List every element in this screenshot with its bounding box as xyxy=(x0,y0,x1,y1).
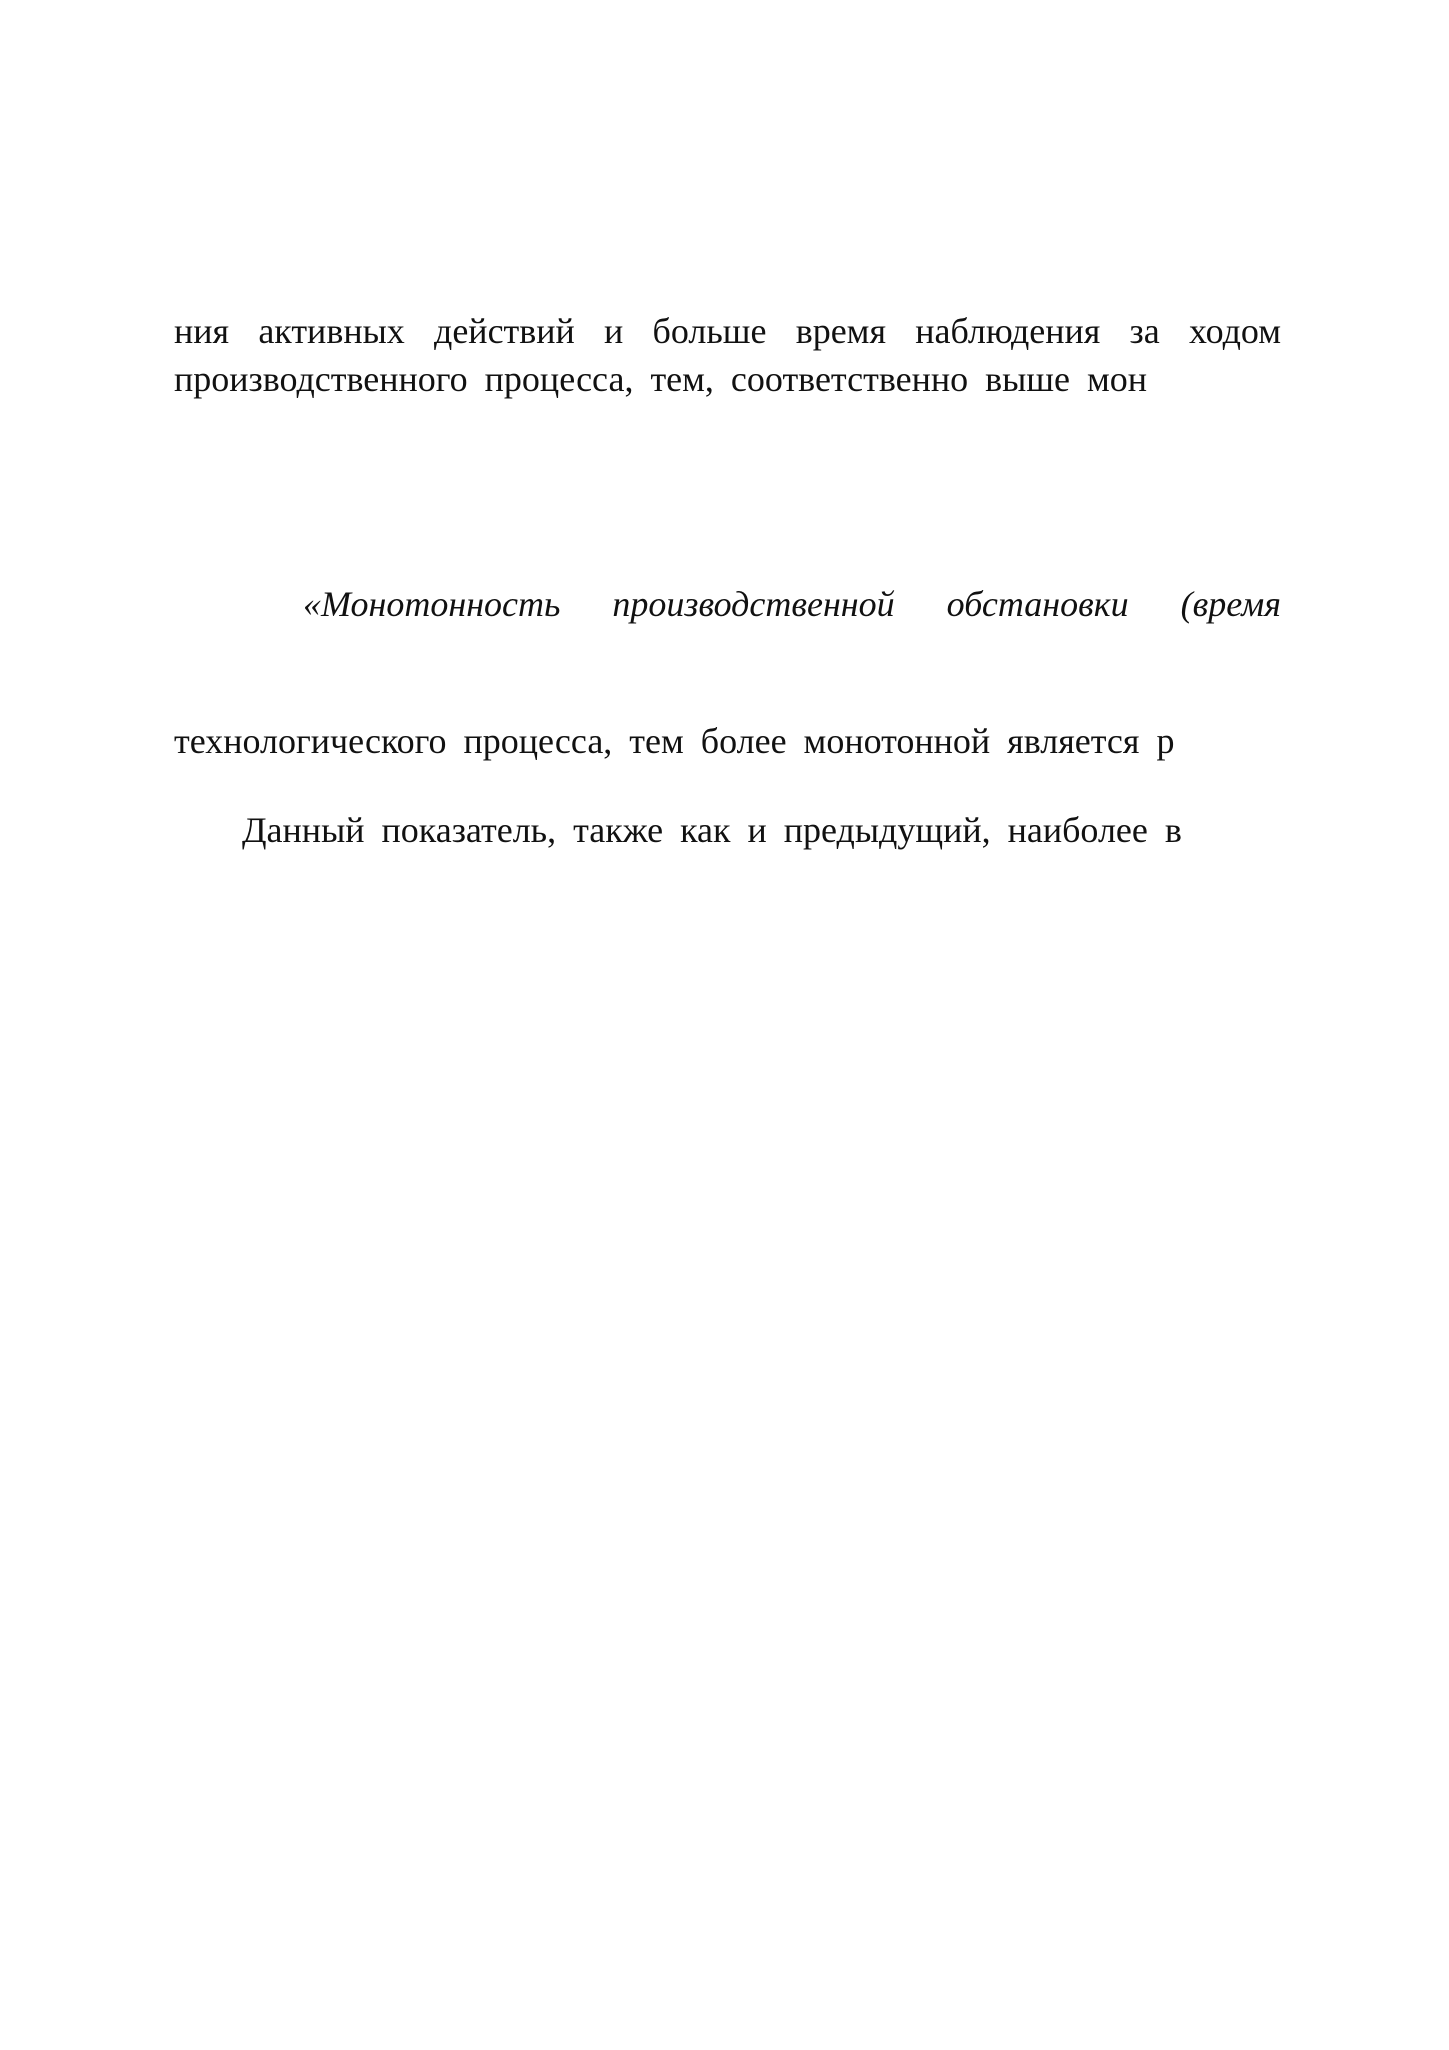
paragraph-line: Данный показатель, также как и предыдущий, наиболее в xyxy=(242,810,1182,850)
italic-quote-line: «Монотонность производственной обстановки (время xyxy=(303,584,1281,624)
text-line-3: технологического процесса, тем более монотонной является р xyxy=(174,721,1175,761)
text-line-1: ния активных действий и больше время наблюдения за ходом xyxy=(174,311,1281,351)
text-line-2: производственного процесса, тем, соответственно выше мон xyxy=(174,359,1148,399)
